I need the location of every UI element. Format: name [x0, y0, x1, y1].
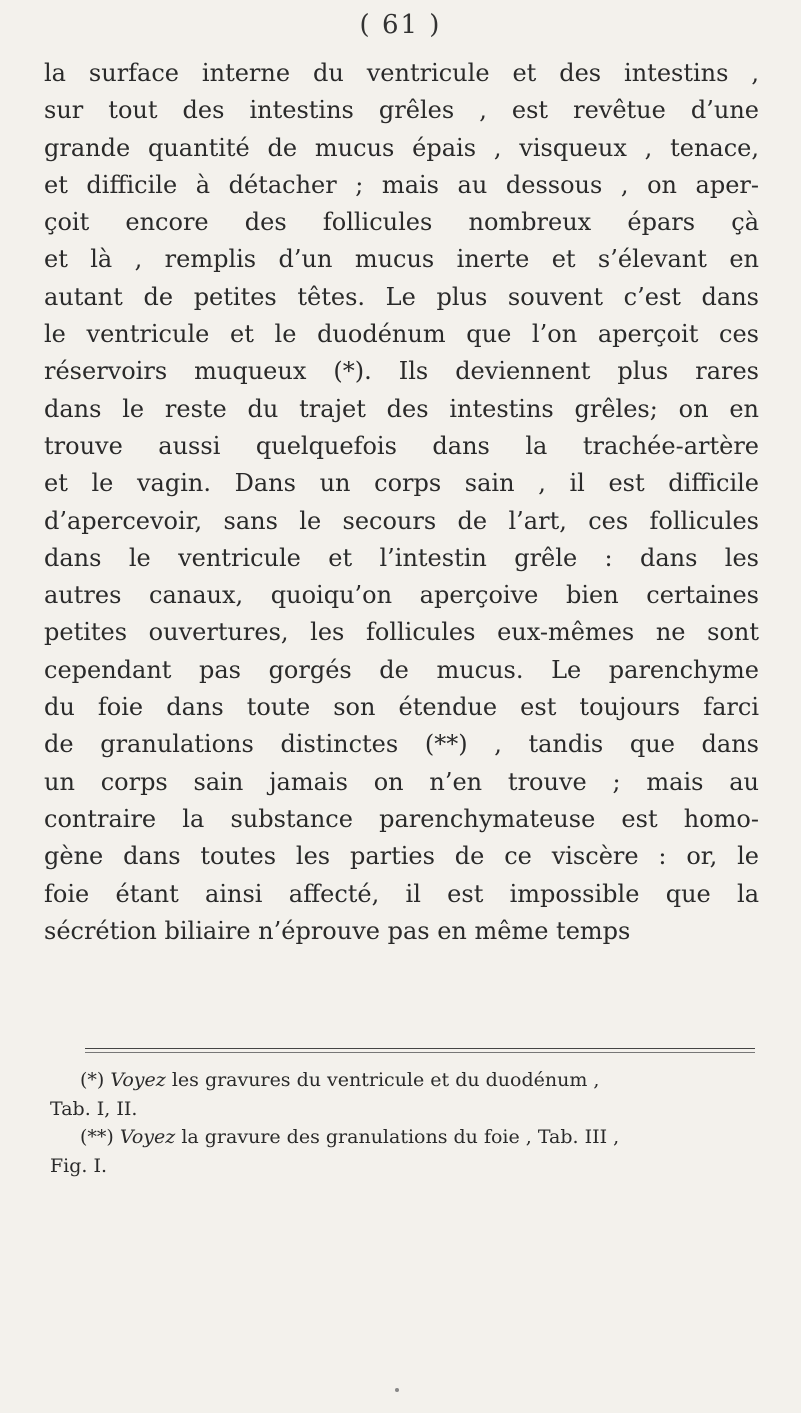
footnote-separator-thin: [85, 1052, 755, 1053]
text-line: cependant pas gorgés de mucus. Le parenchyme: [44, 655, 759, 684]
text-line: un corps sain jamais on n’en trouve ; mais au: [44, 767, 759, 796]
text-line: de granulations distinctes (**) , tandis que dans: [44, 730, 759, 759]
footnote-marker: (*): [80, 1069, 105, 1091]
footnote-1: [50, 1066, 760, 1095]
footnote-separator: [85, 1048, 755, 1049]
ink-speck: [395, 1388, 399, 1392]
text-line: et le vagin. Dans un corps sain , il est difficile: [44, 469, 759, 498]
text-line: sur tout des intestins grêles , est revêtue d’une: [44, 96, 759, 125]
text-line: foie étant ainsi affecté, il est impossible que la: [44, 879, 759, 908]
text-line: gène dans toutes les parties de ce viscère : or, le: [44, 842, 759, 871]
footnote-italic: Voyez: [119, 1126, 176, 1148]
footnote-marker: (**): [80, 1126, 114, 1148]
text-line: dans le reste du trajet des intestins grêles; on en: [44, 394, 759, 423]
text-line: petites ouvertures, les follicules eux-mêmes ne sont: [44, 618, 759, 647]
text-line: grande quantité de mucus épais , visqueux , tenace,: [44, 133, 759, 162]
footnote-2-continuation: Fig. I.: [50, 1154, 108, 1177]
text-line: le ventricule et le duodénum que l’on aperçoit ces: [44, 320, 759, 349]
text-line: d’apercevoir, sans le secours de l’art, ces follicules: [44, 506, 759, 535]
text-line: autres canaux, quoiqu’on aperçoive bien certaines: [44, 581, 759, 610]
text-line: sécrétion biliaire n’éprouve pas en même temps: [44, 916, 631, 945]
text-line: autant de petites têtes. Le plus souvent c’est dans: [44, 282, 759, 311]
text-line: contraire la substance parenchymateuse est homo-: [44, 804, 759, 833]
text-line: réservoirs muqueux (*). Ils deviennent plus rares: [44, 357, 759, 386]
footnote-text: les gravures du ventricule et du duodénum ,: [171, 1069, 600, 1091]
text-line: çoit encore des follicules nombreux épars çà: [44, 208, 759, 237]
page-number: ( 61 ): [359, 10, 442, 40]
text-line: du foie dans toute son étendue est toujours farci: [44, 693, 759, 722]
footnote-text: la gravure des granulations du foie , Tab. III ,: [181, 1126, 620, 1148]
text-line: et difficile à détacher ; mais au dessous , on aper-: [44, 170, 759, 199]
text-line: et là , remplis d’un mucus inerte et s’élevant en: [44, 245, 759, 274]
footnote-1-continuation: Tab. I, II.: [50, 1097, 138, 1120]
text-line: dans le ventricule et l’intestin grêle : dans les: [44, 543, 759, 572]
text-line: la surface interne du ventricule et des intestins ,: [44, 59, 759, 87]
footnote-italic: Voyez: [110, 1069, 166, 1091]
footnote-2: [50, 1123, 760, 1152]
body-text: [44, 55, 759, 950]
footnotes: [50, 1066, 760, 1180]
text-line: trouve aussi quelquefois dans la trachée-artère: [44, 431, 759, 460]
